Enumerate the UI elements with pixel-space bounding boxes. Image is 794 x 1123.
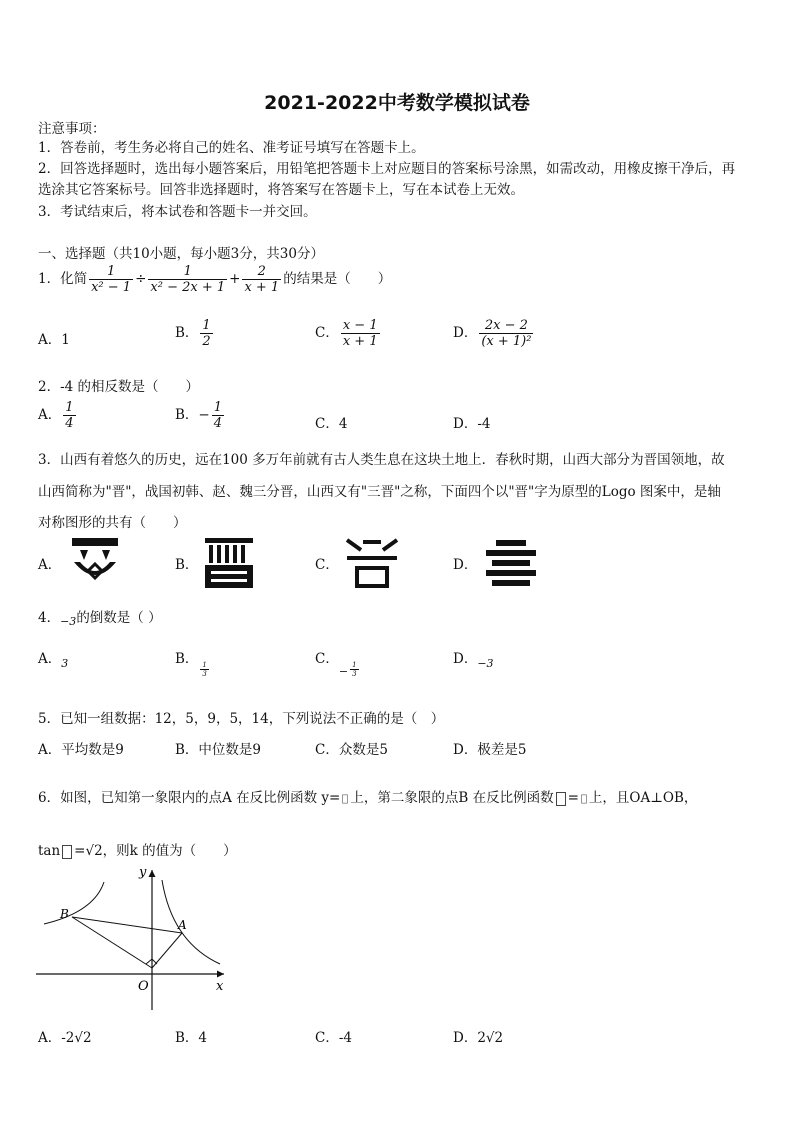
q4-prefix: 4． xyxy=(38,610,61,626)
q1-b-denominator: 2 xyxy=(202,334,211,349)
q1-f1-numerator: 1 xyxy=(106,264,116,279)
q1-fraction-1 xyxy=(89,264,133,295)
q1-option-a[interactable]: A．1 xyxy=(38,332,70,348)
q6-tan-label: tan xyxy=(38,843,61,859)
q3-option-c[interactable] xyxy=(315,536,401,590)
q6-option-a[interactable]: A．-2√2 xyxy=(38,1030,92,1046)
q1-option-c-fraction xyxy=(341,318,380,349)
label-o: O xyxy=(138,979,149,994)
q4-option-d-label: D． xyxy=(453,651,478,667)
q1-fraction-3 xyxy=(242,264,281,295)
question-6-line-1 xyxy=(38,786,697,807)
q4-option-c-label: C． xyxy=(315,651,339,667)
label-b: B xyxy=(60,907,69,921)
q4-b-denominator: 3 xyxy=(202,670,207,678)
q6-option-d[interactable]: D．2√2 xyxy=(453,1030,504,1046)
q6-text-e: =√2，则k 的值为（ ） xyxy=(74,843,237,859)
q1-suffix: 的结果是（ ） xyxy=(283,271,392,287)
q1-op-1: ÷ xyxy=(135,271,147,287)
question-2: 2．-4 的相反数是（ ） xyxy=(38,379,200,395)
q4-option-b[interactable] xyxy=(175,647,211,678)
label-x: x xyxy=(216,979,224,994)
q5-option-c[interactable]: C．众数是5 xyxy=(315,742,388,758)
q2-option-a-label: A． xyxy=(38,407,62,423)
q4-option-c-sign: − xyxy=(338,665,349,678)
q1-option-b-label: B． xyxy=(175,325,199,341)
q1-b-numerator: 1 xyxy=(202,318,211,333)
notice-item-2-cont: 选涂其它答案标号。回答非选择题时，将答案写在答题卡上，写在本试卷上无效。 xyxy=(38,182,524,198)
q1-f1-denominator: x² − 1 xyxy=(91,280,132,295)
q6-text-d: 上，且OA⊥OB， xyxy=(588,790,698,806)
q6-text-b: 上，第二象限的点B 在反比例函数 xyxy=(350,790,554,806)
q1-option-c[interactable] xyxy=(315,318,382,349)
q1-op-2: + xyxy=(229,271,241,287)
q3-option-a-label: A． xyxy=(38,557,62,573)
question-3-line-1: 3．山西有着悠久的历史，远在100 多万年前就有古人类生息在这块土地上．春秋时期，山西大部分为晋国领地，故 xyxy=(38,452,725,468)
q6-text-c: = xyxy=(567,790,579,806)
q6-missing-glyph-1 xyxy=(343,794,349,803)
q1-option-c-label: C． xyxy=(315,325,339,341)
q6-figure xyxy=(36,862,232,1014)
q6-option-c[interactable]: C．-4 xyxy=(315,1030,352,1046)
q1-option-b[interactable] xyxy=(175,318,215,349)
q3-option-d-label: D． xyxy=(453,557,478,573)
jin-logo-b-icon xyxy=(203,536,255,590)
q2-option-c[interactable]: C．4 xyxy=(315,416,348,432)
label-y: y xyxy=(139,865,147,880)
jin-logo-c-icon xyxy=(343,536,401,590)
question-4 xyxy=(38,606,162,626)
q1-option-d-label: D． xyxy=(453,325,478,341)
q1-d-denominator: (x + 1)² xyxy=(481,334,532,349)
question-3-line-3: 对称图形的共有（ ） xyxy=(38,515,187,531)
q3-option-c-label: C． xyxy=(315,557,339,573)
segment-ob xyxy=(72,917,152,968)
q4-option-a-value: 3 xyxy=(61,657,69,670)
q1-f3-numerator: 2 xyxy=(257,264,266,279)
q1-option-d[interactable] xyxy=(453,318,535,349)
question-5: 5．已知一组数据：12，5，9，5，14，下列说法不正确的是（ ） xyxy=(38,711,445,727)
q4-c-numerator: 1 xyxy=(352,661,357,669)
q1-d-numerator: 2x − 2 xyxy=(484,318,528,333)
q6-option-b[interactable]: B．4 xyxy=(175,1030,208,1046)
q3-option-b-label: B． xyxy=(175,557,199,573)
q4-option-b-fraction xyxy=(200,661,208,678)
notice-item-1: 1．答卷前，考生务必将自己的姓名、准考证号填写在答题卡上。 xyxy=(38,140,425,156)
q1-f2-denominator: x² − 2x + 1 xyxy=(150,280,226,295)
q2-b-denominator: 4 xyxy=(213,416,223,431)
q2-option-a[interactable] xyxy=(38,400,78,431)
q4-option-c[interactable] xyxy=(315,647,361,678)
q5-option-a[interactable]: A．平均数是9 xyxy=(38,742,124,758)
q4-option-b-label: B． xyxy=(175,651,199,667)
q2-option-b-label: B． xyxy=(175,407,199,423)
q1-c-denominator: x + 1 xyxy=(342,334,378,349)
q2-a-denominator: 4 xyxy=(65,416,74,431)
question-3-line-2: 山西简称为"晋"，战国初韩、赵、魏三分晋，山西又有"三晋"之称，下面四个以"晋"字为原型的Logo 图案中，是轴 xyxy=(38,484,721,500)
q6-text-a: 6．如图，已知第一象限内的点A 在反比例函数 y= xyxy=(38,790,341,806)
q2-a-numerator: 1 xyxy=(65,400,74,415)
segment-oa xyxy=(152,933,182,968)
paper-title: 2021-2022中考数学模拟试卷 xyxy=(264,92,530,114)
q3-option-b[interactable] xyxy=(175,536,255,590)
q3-option-a[interactable] xyxy=(38,536,124,590)
notice-heading: 注意事项： xyxy=(38,121,106,137)
q2-b-numerator: 1 xyxy=(213,400,223,415)
q1-f2-numerator: 1 xyxy=(183,264,192,279)
q2-option-d[interactable]: D．-4 xyxy=(453,416,491,432)
q4-option-a[interactable] xyxy=(38,647,69,670)
question-1 xyxy=(38,264,391,295)
q3-option-d[interactable] xyxy=(453,536,540,590)
jin-logo-a-icon xyxy=(66,536,124,590)
q2-option-b-sign: − xyxy=(198,407,210,423)
q1-fraction-2 xyxy=(148,264,227,295)
q4-expression: −3 xyxy=(60,615,77,628)
curve-first-quadrant xyxy=(162,880,220,964)
q1-f3-denominator: x + 1 xyxy=(244,280,280,295)
q4-option-d[interactable] xyxy=(453,647,494,670)
q1-c-numerator: x − 1 xyxy=(342,318,378,333)
q5-option-b[interactable]: B．中位数是9 xyxy=(175,742,262,758)
q2-option-b[interactable] xyxy=(175,400,226,431)
notice-item-2: 2．回答选择题时，选出每小题答案后，用铅笔把答题卡上对应题目的答案标号涂黑，如需改动，用橡皮擦干净后，再 xyxy=(38,161,736,177)
q6-missing-glyph-2 xyxy=(556,792,566,806)
notice-item-3: 3．考试结束后，将本试卷和答题卡一并交回。 xyxy=(38,204,317,220)
segment-ab xyxy=(72,917,182,933)
q4-option-c-fraction xyxy=(350,661,358,678)
jin-logo-d-icon xyxy=(482,536,540,590)
q4-option-d-value: −3 xyxy=(477,657,494,670)
q4-b-numerator: 1 xyxy=(202,661,207,669)
q4-c-denominator: 3 xyxy=(352,670,357,678)
q4-option-a-label: A． xyxy=(38,651,62,667)
q1-prefix: 1．化简 xyxy=(38,271,88,287)
q5-option-d[interactable]: D．极差是5 xyxy=(453,742,527,758)
q6-missing-glyph-3 xyxy=(581,794,587,803)
q2-option-a-fraction xyxy=(63,400,75,431)
section-heading: 一、选择题（共10小题，每小题3分，共30分） xyxy=(38,246,324,262)
label-a: A xyxy=(178,918,187,932)
q2-option-b-fraction xyxy=(212,400,224,431)
q6-missing-glyph-4 xyxy=(62,845,72,859)
question-6-line-2 xyxy=(38,839,237,859)
q4-suffix: 的倒数是（ ） xyxy=(76,610,162,626)
q1-option-d-fraction xyxy=(479,318,533,349)
q1-option-b-fraction xyxy=(200,318,212,349)
